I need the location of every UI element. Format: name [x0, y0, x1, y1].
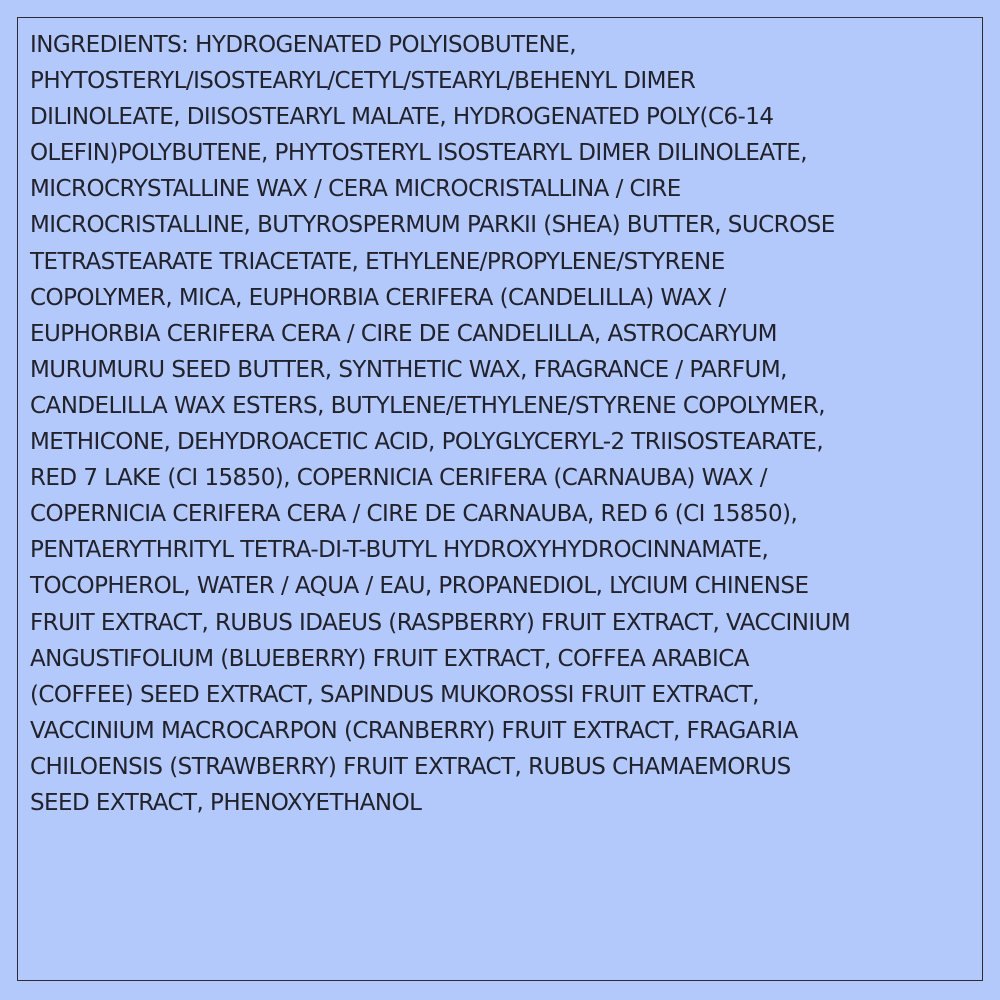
ingredients-text [30, 27, 980, 821]
ingredients-line: VACCINIUM MACROCARPON (CRANBERRY) FRUIT EXTRACT, FRAGARIA [30, 717, 798, 744]
ingredients-line: COPOLYMER, MICA, EUPHORBIA CERIFERA (CANDELILLA) WAX / [30, 284, 726, 311]
ingredients-line: ANGUSTIFOLIUM (BLUEBERRY) FRUIT EXTRACT, COFFEA ARABICA [30, 645, 749, 672]
ingredients-line: MICROCRYSTALLINE WAX / CERA MICROCRISTALLINA / CIRE [30, 176, 681, 203]
ingredients-line: SEED EXTRACT, PHENOXYETHANOL [30, 789, 422, 816]
ingredients-line: COPERNICIA CERIFERA CERA / CIRE DE CARNAUBA, RED 6 (CI 15850), [30, 501, 798, 528]
ingredients-line: FRUIT EXTRACT, RUBUS IDAEUS (RASPBERRY) FRUIT EXTRACT, VACCINIUM [30, 609, 851, 636]
ingredients-line: PENTAERYTHRITYL TETRA-DI-T-BUTYL HYDROXYHYDROCINNAMATE, [30, 537, 769, 564]
ingredients-line: MICROCRISTALLINE, BUTYROSPERMUM PARKII (SHEA) BUTTER, SUCROSE [30, 212, 835, 239]
ingredients-line: RED 7 LAKE (CI 15850), COPERNICIA CERIFERA (CARNAUBA) WAX / [30, 465, 767, 492]
ingredients-line: CHILOENSIS (STRAWBERRY) FRUIT EXTRACT, RUBUS CHAMAEMORUS [30, 753, 791, 780]
ingredients-line: INGREDIENTS: HYDROGENATED POLYISOBUTENE, [30, 32, 577, 58]
ingredients-line: METHICONE, DEHYDROACETIC ACID, POLYGLYCERYL-2 TRIISOSTEARATE, [30, 429, 824, 456]
ingredients-line: OLEFIN)POLYBUTENE, PHYTOSTERYL ISOSTEARYL DIMER DILINOLEATE, [30, 140, 808, 167]
ingredients-line: TOCOPHEROL, WATER / AQUA / EAU, PROPANEDIOL, LYCIUM CHINENSE [30, 573, 809, 600]
ingredients-line: PHYTOSTERYL/ISOSTEARYL/CETYL/STEARYL/BEHENYL DIMER [30, 68, 696, 95]
ingredients-line: MURUMURU SEED BUTTER, SYNTHETIC WAX, FRAGRANCE / PARFUM, [30, 356, 787, 383]
ingredients-line: CANDELILLA WAX ESTERS, BUTYLENE/ETHYLENE/STYRENE COPOLYMER, [30, 392, 825, 419]
ingredients-line: DILINOLEATE, DIISOSTEARYL MALATE, HYDROGENATED POLY(C6-14 [30, 104, 774, 131]
ingredients-line: TETRASTEARATE TRIACETATE, ETHYLENE/PROPYLENE/STYRENE [30, 248, 725, 275]
ingredients-line: (COFFEE) SEED EXTRACT, SAPINDUS MUKOROSSI FRUIT EXTRACT, [30, 681, 759, 708]
ingredients-line: EUPHORBIA CERIFERA CERA / CIRE DE CANDELILLA, ASTROCARYUM [30, 320, 777, 347]
